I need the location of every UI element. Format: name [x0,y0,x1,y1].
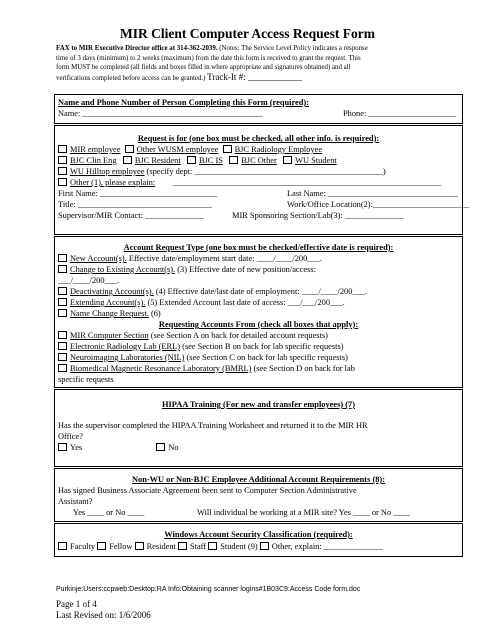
fellow-checkbox[interactable] [97,542,106,550]
extending-label: Extending Account(s). [70,298,146,307]
hipaa-no-label: No [168,443,179,452]
name-change-note: (6) [148,309,161,318]
student-label: Student (9) [220,542,258,551]
work-office-field[interactable]: Work/Office Location(2):_______________________ [287,200,470,209]
change-existing-text: (3) Effective date of new position/access: [175,265,316,274]
erl-note: (see Section B on back for lab specific requests) [180,342,344,351]
extending-checkbox[interactable] [58,298,67,306]
hipaa-no-checkbox[interactable] [156,443,165,451]
new-account-checkbox[interactable] [58,254,67,262]
track-it-field[interactable]: Track-It #: ____________ [207,71,302,82]
other-checkbox[interactable] [260,542,269,550]
other-explain-field[interactable]: ________________________________________________________________ [173,178,441,187]
bmrl-row [58,364,355,375]
intro-line-4: verifications completed before access can be granted.) [56,74,206,82]
mir-computer-checkbox[interactable] [58,331,67,339]
mir-section-field[interactable]: MIR Sponsoring Section/Lab(3): ______________ [232,211,404,220]
new-account-label: New Account(s). [70,254,127,263]
file-path: Purkinje:Users:ccpweb:Desktop:RA Info:Obtaining scanner logins#1B03C9:Access Code form.doc [56,586,361,593]
other-wusm-label: Other WUSM employee [136,145,219,154]
resident-label: Resident [146,542,176,551]
extending-row [58,298,345,309]
mir-site-question[interactable]: Will individual be working at a MIR site? Yes ____ or No ____ [197,508,410,517]
completer-name-field[interactable]: Name: ___________________________________________ [58,109,263,118]
other-explain-field[interactable]: Other, explain: ______________ [271,542,383,551]
erl-label: Electronic Radiology Lab (ERL) [70,342,181,351]
new-account-row [58,254,322,265]
request-for-row-3 [58,167,386,178]
bjc-clin-checkbox[interactable] [58,156,67,164]
bjc-other-label: BJC Other [241,156,277,165]
form-title: MIR Client Computer Access Request Form [119,26,376,41]
bjc-radiology-checkbox[interactable] [223,145,232,153]
name-change-row [58,309,161,320]
bmrl-note-continued: specific requests [58,375,114,384]
staff-checkbox[interactable] [178,542,187,550]
deactivating-label: Deactivating Account(s). [70,287,154,296]
other-wusm-checkbox[interactable] [125,145,134,153]
nil-checkbox[interactable] [58,353,67,361]
mir-employee-checkbox[interactable] [58,145,67,153]
other-explain-label: Other (1), please explain: [70,178,156,187]
non-wu-heading: Non-WU or Non-BJC Employee Additional Account Requirements (8): [131,475,386,484]
wu-hilltop-label: WU Hilltop employee [70,167,145,176]
section-windows-security [54,523,463,557]
nil-label: Neuroimaging Laboratories (NIL) [70,353,185,362]
completer-heading: Name and Phone Number of Person Completing this Form (required): [58,98,310,107]
fellow-label: Fellow [109,542,133,551]
section-non-wu [54,468,463,522]
change-existing-date-field[interactable]: ___/____/200___. [58,276,120,285]
bjc-resident-label: BJC Resident [134,156,181,165]
hipaa-answer-row [58,443,179,454]
completer-phone-field[interactable]: Phone: _____________________ [343,109,457,118]
last-name-field[interactable]: Last Name: _______________________________ [287,189,458,198]
hipaa-question-line-2: Office? [58,432,83,441]
intro-line-2: time of 3 days (minimum) to 2 weeks (maximum) from the date this form is received to grant the request. This [56,54,361,62]
account-type-heading: Account Request Type (one box must be checked/effective date is required): [123,243,394,252]
change-existing-checkbox[interactable] [58,265,67,273]
windows-security-heading: Windows Account Security Classification (required): [164,530,353,539]
deactivating-date-field[interactable]: (4) Effective date/last date of employment: ____/____/200___. [153,287,368,296]
wu-student-label: WU Student [295,156,337,165]
bjc-is-label: BJC IS [198,156,223,165]
deactivating-row [58,287,367,298]
section-request-for [54,125,470,235]
mir-employee-label: MIR employee [70,145,121,154]
baa-yes-no-field[interactable]: Yes ____ or No ____ [73,508,145,517]
staff-label: Staff [189,542,207,551]
hipaa-yes-checkbox[interactable] [58,443,67,451]
name-change-label: Name Change Request. [70,309,149,318]
bmrl-note: (see Section D on back for lab [251,364,355,373]
bjc-radiology-label: BJC Radiology Employee [234,145,323,154]
section-hipaa [54,389,463,467]
change-existing-row [58,265,316,276]
request-for-row-4 [58,178,155,189]
request-for-row-1 [58,145,322,156]
wu-hilltop-checkbox[interactable] [58,167,67,175]
mir-computer-row [58,331,328,342]
supervisor-field[interactable]: Supervisor/MIR Contact: ______________ [58,211,204,220]
last-revised: Last Revised on: 1/6/2006 [56,610,151,620]
request-for-row-2 [58,156,337,167]
page-number: Page 1 of 4 [56,599,97,609]
bjc-is-checkbox[interactable] [187,156,196,164]
windows-security-row [58,542,382,553]
mir-computer-label: MIR Computer Section [70,331,149,340]
erl-checkbox[interactable] [58,342,67,350]
intro-line-3: form MUST be completed (all fields and boxes filled in where appropriate and signatures obtained) and all [56,64,351,72]
other-explain-checkbox[interactable] [58,178,67,186]
specify-dept-field[interactable]: (specify dept: _____________________________________________) [146,167,386,176]
request-for-heading: Request is for (one box must be checked, all other info. is required): [137,134,380,143]
section-completer [54,94,463,124]
new-account-date-field[interactable]: Effective date/employment start date: ____/____/200___. [126,254,322,263]
requesting-accounts-heading: Requesting Accounts From (check all boxes that apply): [158,320,359,329]
name-change-checkbox[interactable] [58,309,67,317]
change-existing-label: Change to Existing Account(s). [70,265,176,274]
hipaa-question-line-1: Has the supervisor completed the HIPAA Training Worksheet and returned it to the MIR HR [58,421,368,430]
faculty-label: Faculty [70,542,96,551]
deactivating-checkbox[interactable] [58,287,67,295]
section-account-type [54,236,463,388]
nil-row [58,353,348,364]
extending-date-field[interactable]: (5) Extended Account last date of access: ___/___/200___. [145,298,345,307]
mir-computer-note: (see Section A on back for detailed account requests) [148,331,328,340]
intro-line-1: FAX to MIR Executive Director office at 314-362-2039. (Notes: The Service Level Policy indicates a response [56,45,368,52]
baa-question-line-2: Assistant? [58,497,93,506]
erl-row [58,342,344,353]
title-field[interactable]: Title: ________________________________ [58,200,212,209]
hipaa-heading: HIPAA Training (For new and transfer employees) (7) [162,400,355,409]
resident-checkbox[interactable] [135,542,144,550]
bmrl-checkbox[interactable] [58,364,67,372]
hipaa-yes-label: Yes [70,443,83,452]
nil-note: (see Section C on back for lab specific requests) [184,353,348,362]
bjc-other-checkbox[interactable] [229,156,238,164]
faculty-checkbox[interactable] [58,542,67,550]
bjc-clin-label: BJC Clin Eng [70,156,117,165]
baa-question-line-1: Has signed Business Associate Agreement been sent to Computer Section Administrative [58,486,357,495]
student-checkbox[interactable] [208,542,217,550]
bmrl-label: Biomedical Magnetic Resonance Laboratory (BMRL) [70,364,252,373]
intro-notes [56,44,456,83]
bjc-resident-checkbox[interactable] [123,156,132,164]
wu-student-checkbox[interactable] [283,156,292,164]
first-name-field[interactable]: First Name: ____________________________ [58,189,218,198]
